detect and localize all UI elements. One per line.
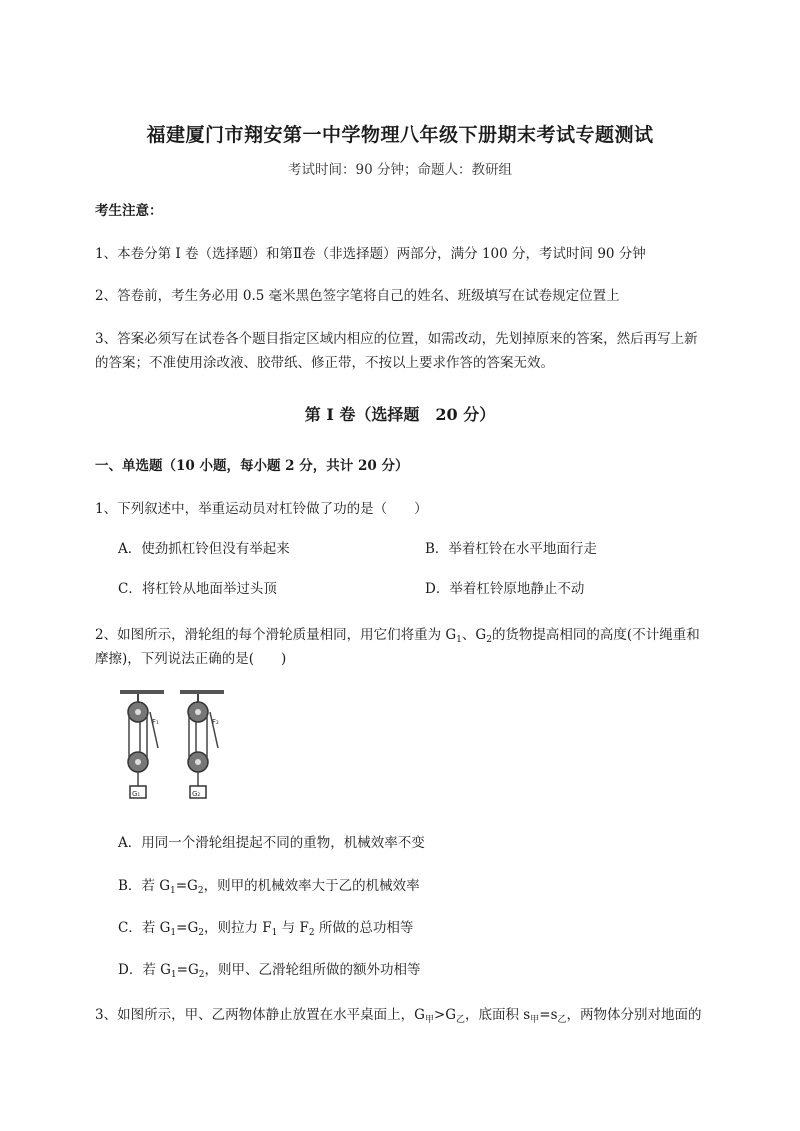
exam-info: 考试时间：90 分钟；命题人：教研组 (288, 162, 512, 178)
question-1-stem: 1、下列叙述中，举重运动员对杠铃做了功的是（ ） (95, 501, 428, 517)
question-2-option-d: D．若 $G_1=G_2$，则甲、乙滑轮组所做的额外功相等 (118, 962, 421, 980)
figure-label-g2: G₂ (192, 790, 201, 798)
notice-item-1: 1、本卷分第 I 卷（选择题）和第Ⅱ卷（非选择题）两部分，满分 100 分，考试时间 90 分钟 (95, 246, 646, 262)
notice-item-3: 3、答案必须写在试卷各个题目指定区域内相应的位置，如需改动，先划掉原来的答案，然后再写上新 (95, 331, 698, 347)
notice-heading: 考生注意： (95, 203, 163, 219)
question-2-option-b: B．若 $G_1=G_2$，则甲的机械效率大于乙的机械效率 (118, 878, 420, 896)
pulley-system-figure (118, 688, 236, 806)
question-2-stem-line-2: 摩擦)，下列说法正确的是( ) (95, 651, 287, 667)
question-1-option-d: D．举着杠铃原地静止不动 (425, 581, 585, 597)
notice-item-3-cont: 的答案；不准使用涂改液、胶带纸、修正带，不按以上要求作答的答案无效。 (95, 355, 554, 371)
question-1-option-c: C．将杠铃从地面举过头顶 (118, 581, 277, 597)
question-1-option-a: A．使劲抓杠铃但没有举起来 (118, 541, 290, 557)
figure-label-f2: F₂ (212, 718, 219, 726)
question-3-stem: 3、如图所示，甲、乙两物体静止放置在水平桌面上，$G_甲>G_乙$，底面积 $s_甲=s_乙$，两物体分别对地面的 (95, 1007, 702, 1025)
question-2-option-a: A．用同一个滑轮组提起不同的重物，机械效率不变 (118, 835, 425, 851)
part-heading: 一、单选题（10 小题，每小题 2 分，共计 20 分） (95, 458, 409, 474)
page-title: 福建厦门市翔安第一中学物理八年级下册期末考试专题测试 (146, 124, 654, 146)
question-2-option-c: C．若 $G_1=G_2$，则拉力 $F_1$ 与 $F_2$ 所做的总功相等 (118, 920, 414, 938)
question-2-stem-line-1: 2、如图所示，滑轮组的每个滑轮质量相同，用它们将重为 $G_1$、$G_2$的货物提高相同的高度(不计绳重和 (95, 627, 700, 645)
question-1-option-b: B．举着杠铃在水平地面行走 (425, 541, 597, 557)
figure-label-g1: G₁ (132, 790, 141, 798)
figure-label-f1: F₁ (152, 718, 159, 726)
notice-item-2: 2、答卷前，考生务必用 0.5 毫米黑色签字笔将自己的姓名、班级填写在试卷规定位置上 (95, 288, 620, 304)
section-title: 第 I 卷（选择题 20 分） (304, 405, 496, 424)
